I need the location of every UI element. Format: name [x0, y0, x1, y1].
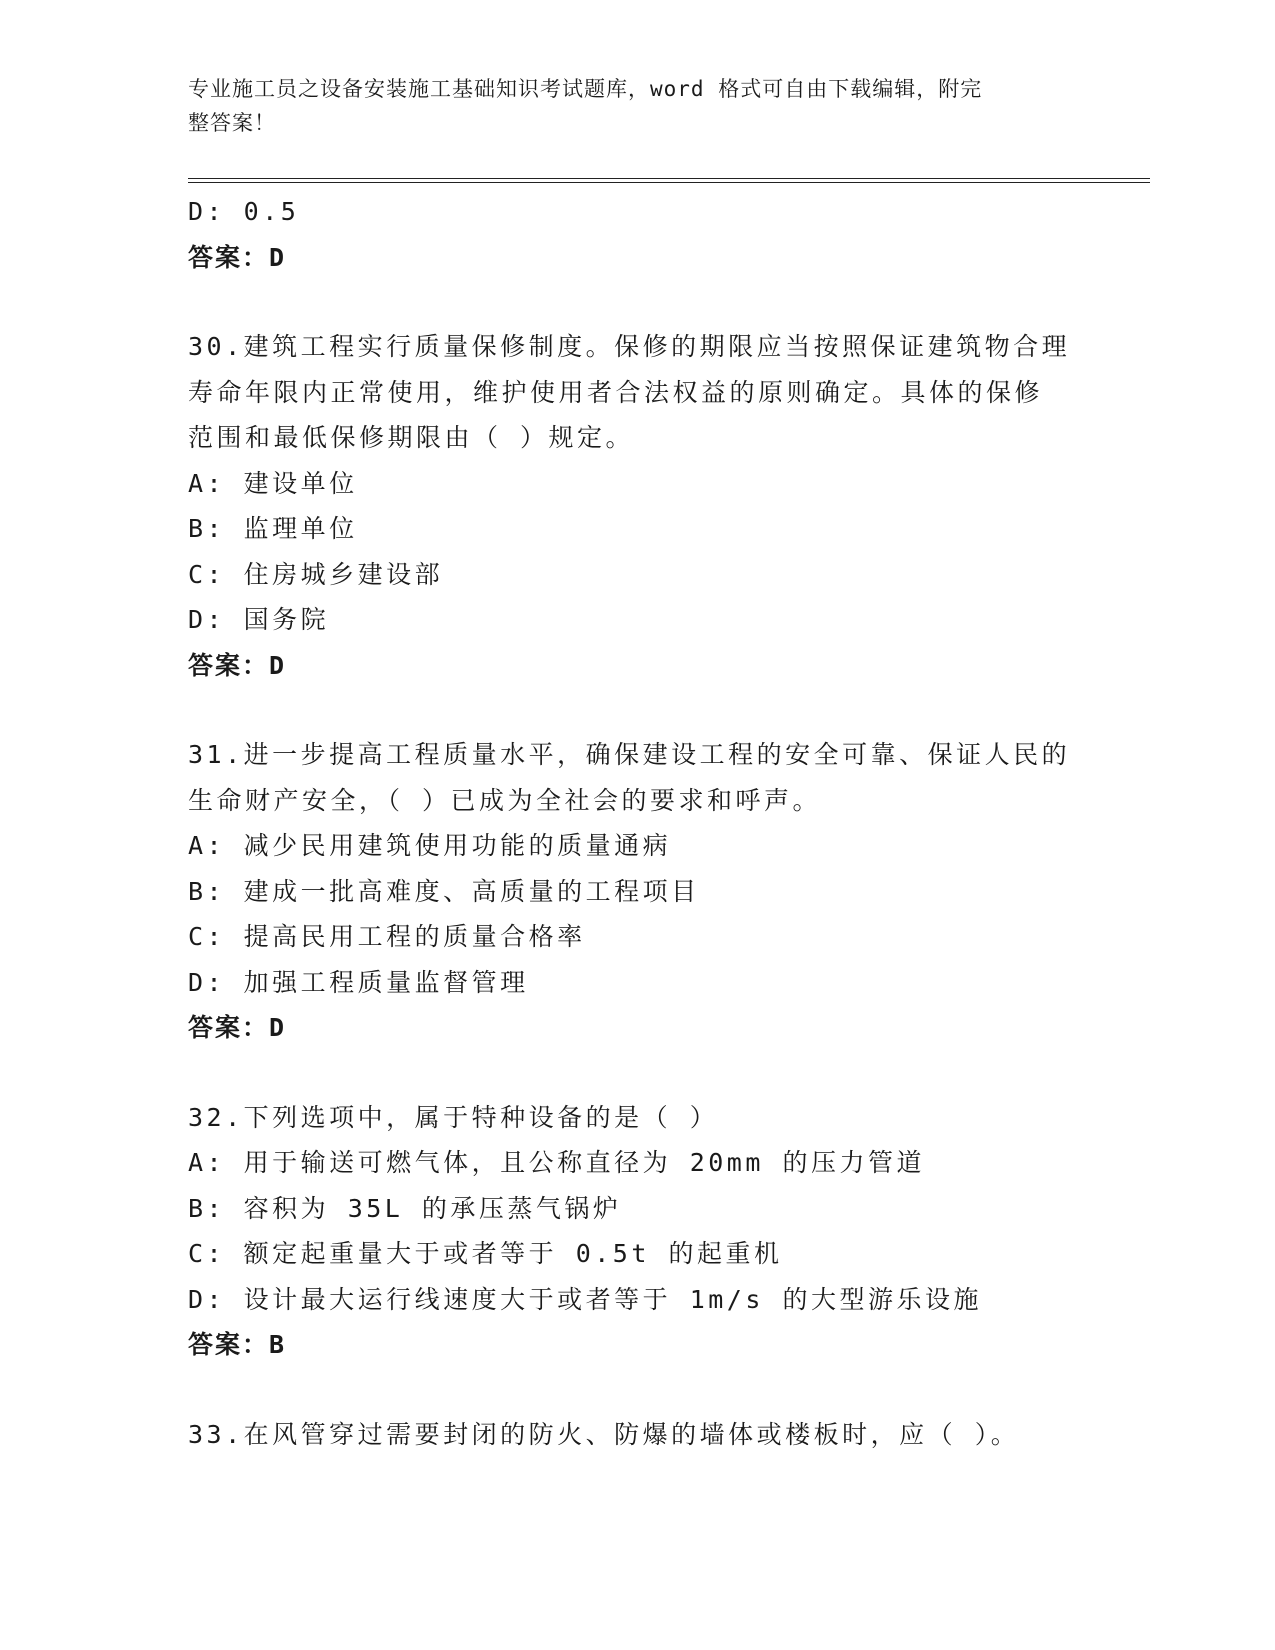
option-d: D: 0.5 [188, 197, 300, 226]
question-33 [188, 1412, 1088, 1458]
option-d: D: 国务院 [188, 605, 330, 634]
answer: 答案：D [188, 650, 287, 680]
question-text-line: 31.进一步提高工程质量水平，确保建设工程的安全可靠、保证人民的 [188, 740, 1071, 769]
question-text-line: 范围和最低保修期限由（ ）规定。 [188, 423, 635, 452]
answer: 答案：B [188, 1330, 287, 1359]
header-line-1: 专业施工员之设备安装施工基础知识考试题库，word 格式可自由下载编辑，附完 [188, 77, 983, 101]
option-d: D: 设计最大运行线速度大于或者等于 1m/s 的大型游乐设施 [188, 1284, 982, 1314]
question-text-line: 32.下列选项中，属于特种设备的是（ ） [188, 1102, 719, 1132]
question-text-line: 生命财产安全，（ ）已成为全社会的要求和呼声。 [188, 785, 822, 815]
answer: 答案：D [188, 242, 287, 272]
answer: 答案：D [188, 1013, 287, 1042]
option-b: B: 建成一批高难度、高质量的工程项目 [188, 876, 700, 906]
header-divider-top [188, 178, 1150, 179]
question-text-line: 寿命年限内正常使用，维护使用者合法权益的原则确定。具体的保修 [188, 377, 1044, 407]
question-text-line: 33.在风管穿过需要封闭的防火、防爆的墙体或楼板时，应（ ）。 [188, 1419, 1020, 1449]
question-32 [188, 1095, 1088, 1368]
header-line-2: 整答案！ [188, 111, 276, 135]
question-30 [188, 324, 1088, 688]
option-a: A: 减少民用建筑使用功能的质量通病 [188, 831, 672, 860]
question-text-line: 30.建筑工程实行质量保修制度。保修的期限应当按照保证建筑物合理 [188, 332, 1071, 361]
question-29-tail [188, 189, 1088, 280]
option-a: A: 建设单位 [188, 468, 358, 498]
option-c: C: 提高民用工程的质量合格率 [188, 922, 586, 951]
option-a: A: 用于输送可燃气体，且公称直径为 20mm 的压力管道 [188, 1148, 925, 1177]
option-b: B: 容积为 35L 的承压蒸气锅炉 [188, 1193, 622, 1223]
document-header [188, 72, 1068, 140]
option-c: C: 住房城乡建设部 [188, 559, 444, 589]
header-divider-bottom [188, 182, 1150, 183]
question-list [188, 189, 1088, 1457]
question-31 [188, 732, 1088, 1051]
option-b: B: 监理单位 [188, 514, 358, 543]
option-d: D: 加强工程质量监督管理 [188, 967, 529, 997]
option-c: C: 额定起重量大于或者等于 0.5t 的起重机 [188, 1239, 783, 1268]
